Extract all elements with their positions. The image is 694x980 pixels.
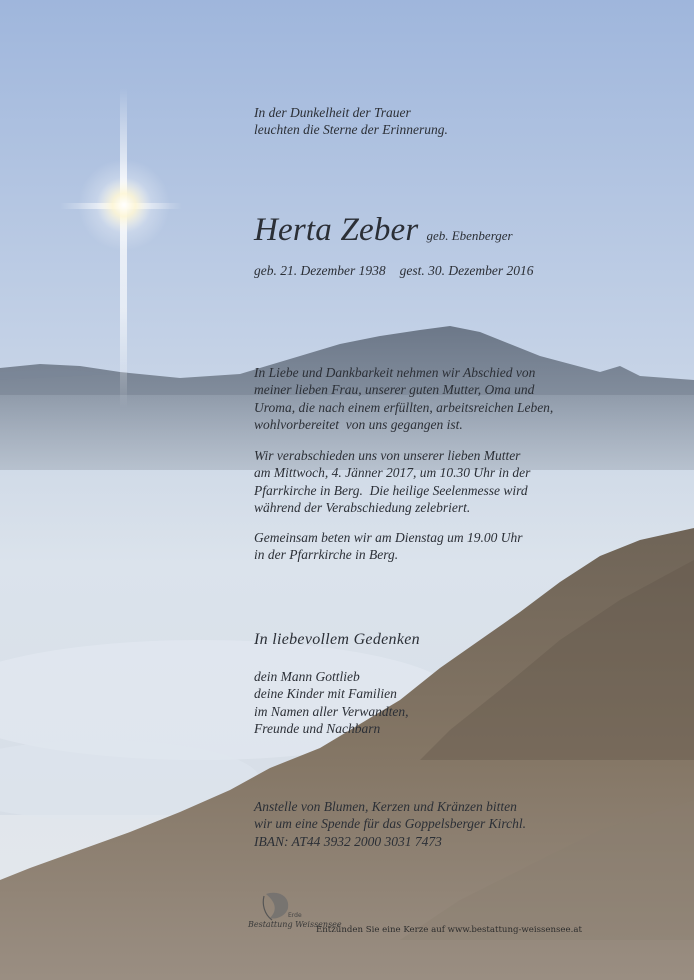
ceremony-paragraph bbox=[254, 447, 584, 516]
mourner-line: dein Mann Gottlieb bbox=[254, 669, 360, 684]
paragraph-line: wohlvorbereitet von uns gegangen ist. bbox=[254, 416, 463, 432]
prayer-paragraph bbox=[254, 529, 584, 564]
memorial-quote bbox=[254, 104, 448, 138]
deceased-name: Herta Zeber bbox=[254, 212, 419, 248]
logo-text: Bestattung Weissensee bbox=[248, 920, 342, 929]
paragraph-line: In Liebe und Dankbarkeit nehmen wir Abschied von bbox=[254, 365, 536, 380]
logo-small-text: Erde bbox=[288, 912, 302, 919]
funeral-home-logo bbox=[248, 890, 342, 936]
paragraph-line: während der Verabschiedung zelebriert. bbox=[254, 499, 471, 515]
paragraph-line: Wir verabschieden uns von unserer lieben Mutter bbox=[254, 448, 521, 463]
sun-glow-icon bbox=[78, 159, 170, 251]
iban-line: IBAN: AT44 3932 2000 3031 7473 bbox=[254, 833, 442, 849]
mourner-line: im Namen aller Verwandten, bbox=[254, 703, 409, 719]
donation-note bbox=[254, 798, 526, 850]
paragraph-line: Gemeinsam beten wir am Dienstag um 19.00 Uhr bbox=[254, 530, 523, 545]
mourner-line: deine Kinder mit Familien bbox=[254, 686, 397, 702]
quote-line: leuchten die Sterne der Erinnerung. bbox=[254, 122, 448, 137]
donation-line: wir um eine Spende für das Goppelsberger Kirchl. bbox=[254, 816, 526, 832]
quote-line: In der Dunkelheit der Trauer bbox=[254, 105, 411, 120]
birth-date: geb. 21. Dezember 1938 bbox=[254, 263, 386, 278]
deceased-name-line bbox=[254, 212, 513, 249]
mourner-line: Freunde und Nachbarn bbox=[254, 720, 381, 736]
farewell-paragraph bbox=[254, 364, 584, 433]
paragraph-line: in der Pfarrkirche in Berg. bbox=[254, 547, 399, 563]
life-dates bbox=[254, 263, 533, 279]
paragraph-line: meiner lieben Frau, unserer guten Mutter, Oma und bbox=[254, 382, 535, 398]
paragraph-line: am Mittwoch, 4. Jänner 2017, um 10.30 Uhr in der bbox=[254, 465, 531, 481]
maiden-name: geb. Ebenberger bbox=[426, 228, 513, 243]
donation-line: Anstelle von Blumen, Kerzen und Kränzen bitten bbox=[254, 799, 517, 814]
paragraph-line: Pfarrkirche in Berg. Die heilige Seelenmesse wird bbox=[254, 482, 528, 498]
candle-link[interactable]: Entzünden Sie eine Kerze auf www.bestattung-weissensee.at bbox=[316, 925, 582, 935]
remembrance-heading: In liebevollem Gedenken bbox=[254, 631, 420, 648]
death-date: gest. 30. Dezember 2016 bbox=[399, 263, 534, 278]
footer bbox=[248, 890, 582, 936]
paragraph-line: Uroma, die nach einem erfüllten, arbeitsreichen Leben, bbox=[254, 399, 554, 415]
mourners-list bbox=[254, 668, 409, 737]
